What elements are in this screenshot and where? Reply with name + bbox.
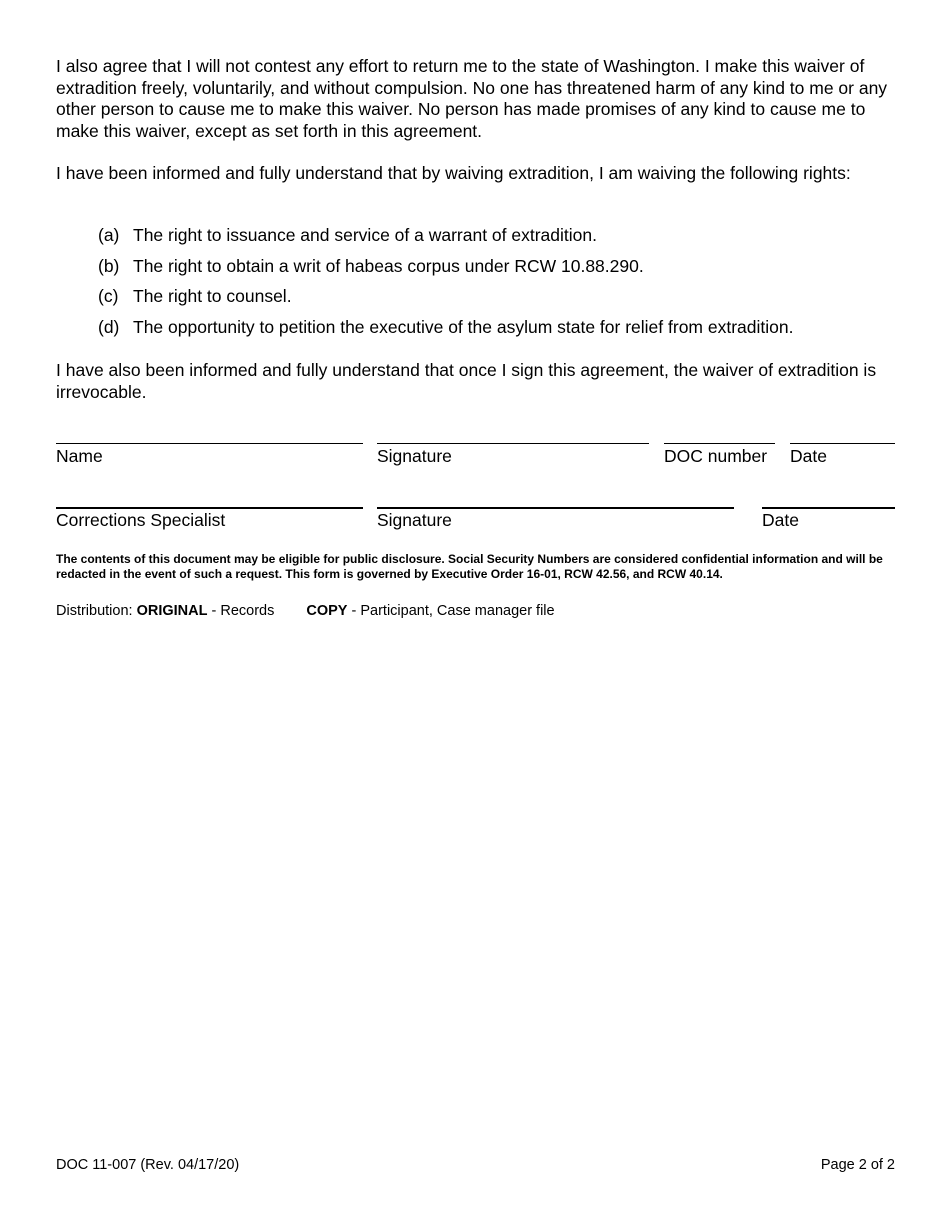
specialist-date-label: Date — [762, 510, 799, 530]
name-line[interactable] — [56, 443, 363, 444]
specialist-signature-line[interactable] — [377, 507, 734, 509]
list-letter: (b) — [98, 256, 120, 276]
list-text: The right to obtain a writ of habeas corpus under RCW 10.88.290. — [133, 256, 644, 276]
rights-list-item — [98, 286, 898, 308]
signature-label: Signature — [377, 446, 452, 466]
list-letter: (d) — [98, 317, 120, 337]
list-text: The right to counsel. — [133, 286, 292, 306]
doc-number-label: DOC number — [664, 446, 768, 466]
list-text: The opportunity to petition the executive of the asylum state for relief from extradition. — [133, 317, 794, 337]
form-id: DOC 11-007 (Rev. 04/17/20) — [56, 1157, 240, 1173]
list-text: The right to issuance and service of a warrant of extradition. — [133, 225, 597, 245]
rights-intro-paragraph: I have been informed and fully understand that by waiving extradition, I am waiving the following rights: — [56, 163, 851, 183]
distribution-line — [56, 602, 555, 620]
disclosure-notice: The contents of this document may be eligible for public disclosure. Social Security Numbers are considered confidential information and will be redacted in the event of such a request. This form is governed by Executive Order 16-01, RCW 42.56, and RCW 40.14. — [56, 552, 883, 581]
distribution-prefix: Distribution: — [56, 603, 137, 619]
list-letter: (c) — [98, 286, 119, 306]
copy-label: COPY — [306, 603, 348, 619]
list-letter: (a) — [98, 225, 120, 245]
page-number: Page 2 of 2 — [820, 1157, 895, 1173]
specialist-line[interactable] — [56, 507, 363, 509]
copy-text: - Participant, Case manager file — [347, 603, 555, 619]
date-line[interactable] — [790, 443, 895, 444]
rights-list-item — [98, 225, 898, 247]
specialist-label: Corrections Specialist — [56, 510, 226, 530]
rights-list-item — [98, 256, 898, 278]
specialist-signature-label: Signature — [377, 510, 452, 530]
original-label: ORIGINAL — [136, 603, 208, 619]
rights-list-item — [98, 317, 898, 339]
doc-number-line[interactable] — [664, 443, 775, 444]
original-text: - Records — [207, 603, 275, 619]
name-label: Name — [56, 446, 103, 466]
irrevocable-paragraph: I have also been informed and fully understand that once I sign this agreement, the waiver of extradition is irrevocable. — [56, 360, 877, 402]
date-label: Date — [790, 446, 827, 466]
specialist-date-line[interactable] — [762, 507, 895, 509]
agreement-paragraph: I also agree that I will not contest any effort to return me to the state of Washington. I make this waiver of extradition freely, voluntarily, and without compulsion. No one has threatened harm of any kind to me or any other person to cause me to make this waiver. No person has made promises of any kind to cause me to make this waiver, except as set forth in this agreement. — [56, 56, 888, 141]
signature-line[interactable] — [377, 443, 649, 444]
